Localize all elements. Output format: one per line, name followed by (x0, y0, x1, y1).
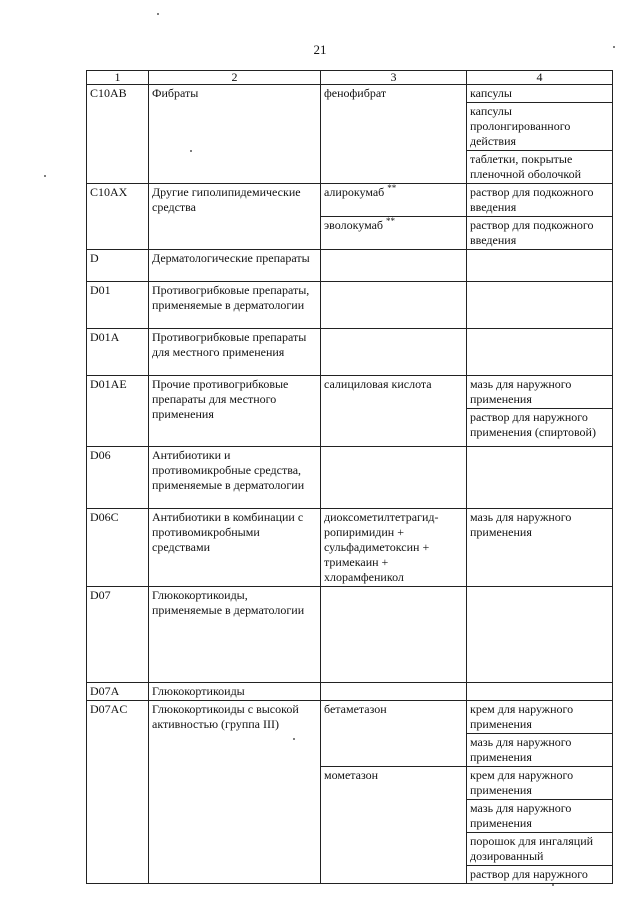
table-row (87, 701, 613, 734)
group-name: Антибиотики в комбинации с противомикробными средствами (149, 509, 321, 587)
dosage-form: крем для наружного применения (467, 701, 613, 734)
drug-name (321, 447, 467, 509)
drug-name (321, 587, 467, 683)
page-number: 21 (313, 42, 327, 57)
table-row (87, 376, 613, 409)
atc-code: D (87, 250, 149, 282)
scan-speck (190, 150, 192, 152)
drug-mark: ** (386, 216, 396, 226)
drug-name (321, 329, 467, 376)
dosage-form: раствор для подкожного введения (467, 217, 613, 250)
drug-name (321, 217, 467, 250)
table-row (87, 509, 613, 587)
group-name: Глюкокортикоиды, применяемые в дерматологии (149, 587, 321, 683)
group-name: Прочие противогрибковые препараты для местного применения (149, 376, 321, 447)
dosage-form (467, 587, 613, 683)
group-name: Противогрибковые препараты для местного применения (149, 329, 321, 376)
drug-name: бетаметазон (321, 701, 467, 767)
group-name: Антибиотики и противомикробные средства, применяемые в дерматологии (149, 447, 321, 509)
dosage-form (467, 250, 613, 282)
table-row (87, 587, 613, 683)
table-row (87, 683, 613, 701)
scan-speck (552, 884, 554, 886)
drug-name: фенофибрат (321, 85, 467, 184)
dosage-form (467, 282, 613, 329)
atc-code: D07AC (87, 701, 149, 884)
table-row (87, 184, 613, 217)
scan-speck (44, 175, 46, 177)
drug-name: мометазон (321, 767, 467, 884)
drug-name-text: алирокумаб (324, 185, 385, 199)
dosage-form: раствор для наружного применения (спиртовой) (467, 409, 613, 447)
dosage-form: мазь для наружного применения (467, 800, 613, 833)
atc-code: D06 (87, 447, 149, 509)
table-row (87, 447, 613, 509)
dosage-form: крем для наружного применения (467, 767, 613, 800)
scan-speck (293, 738, 295, 740)
atc-code: C10AB (87, 85, 149, 184)
dosage-form: таблетки, покрытые пленочной оболочкой (467, 151, 613, 184)
dosage-form (467, 683, 613, 701)
dosage-form: раствор для подкожного введения (467, 184, 613, 217)
column-header: 4 (467, 71, 613, 85)
drug-name (321, 184, 467, 217)
dosage-form: раствор для наружного (467, 866, 613, 884)
dosage-form: мазь для наружного применения (467, 376, 613, 409)
table-row (87, 85, 613, 103)
atc-code: D01AE (87, 376, 149, 447)
atc-code: D06C (87, 509, 149, 587)
dosage-form (467, 447, 613, 509)
drug-name (321, 282, 467, 329)
dosage-form: капсулы пролонгированного действия (467, 103, 613, 151)
table-header-row (87, 71, 613, 85)
atc-code: D07A (87, 683, 149, 701)
scan-speck (157, 13, 159, 15)
drug-name: диоксометилтетрагид-ропиримидин + сульфадиметоксин + тримекаин + хлорамфеникол (321, 509, 467, 587)
dosage-form: мазь для наружного применения (467, 734, 613, 767)
drug-table (86, 70, 613, 884)
atc-code: C10AX (87, 184, 149, 250)
atc-code: D01 (87, 282, 149, 329)
drug-name: салициловая кислота (321, 376, 467, 447)
drug-name-text: эволокумаб (324, 218, 384, 232)
column-header: 1 (87, 71, 149, 85)
group-name: Фибраты (149, 85, 321, 184)
table-row (87, 282, 613, 329)
table-row (87, 329, 613, 376)
group-name: Противогрибковые препараты, применяемые в дерматологии (149, 282, 321, 329)
column-header: 2 (149, 71, 321, 85)
group-name: Дерматологические препараты (149, 250, 321, 282)
drug-name (321, 250, 467, 282)
dosage-form: мазь для наружного применения (467, 509, 613, 587)
scan-speck (613, 46, 615, 48)
dosage-form: порошок для ингаляций дозированный (467, 833, 613, 866)
dosage-form (467, 329, 613, 376)
atc-code: D01A (87, 329, 149, 376)
drug-mark: ** (387, 183, 397, 193)
column-header: 3 (321, 71, 467, 85)
table-row (87, 250, 613, 282)
atc-code: D07 (87, 587, 149, 683)
dosage-form: капсулы (467, 85, 613, 103)
group-name: Глюкокортикоиды (149, 683, 321, 701)
group-name: Другие гиполипидемические средства (149, 184, 321, 250)
group-name: Глюкокортикоиды с высокой активностью (группа III) (149, 701, 321, 884)
drug-name (321, 683, 467, 701)
